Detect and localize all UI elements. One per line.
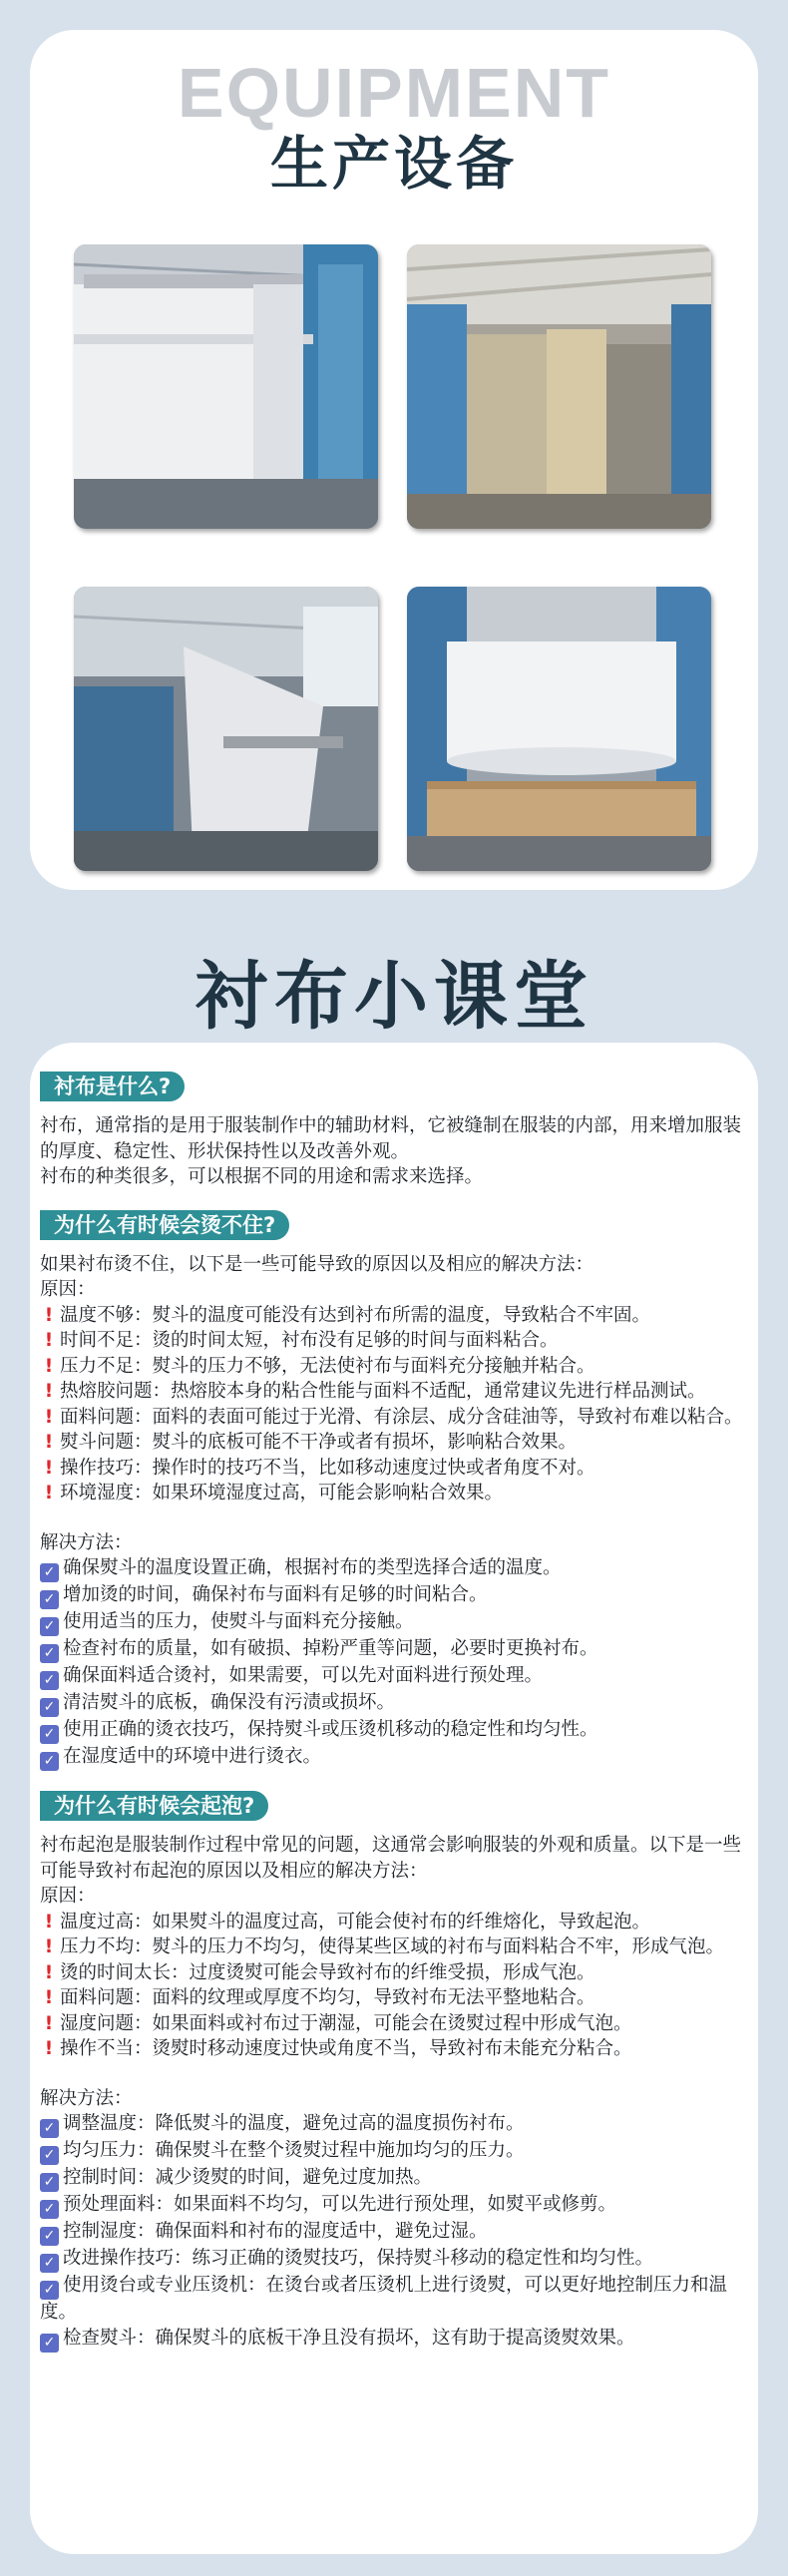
exclamation-icon: !	[44, 2038, 54, 2059]
solutions-label: 解决方法：	[40, 1531, 133, 1553]
cause-item: ! 压力不足：熨斗的压力不够，无法使衬布与面料充分接触并粘合。	[40, 1354, 748, 1380]
cause-item: ! 湿度问题：如果面料或衬布过于潮湿，可能会在烫熨过程中形成气泡。	[40, 2011, 748, 2037]
intro-text: 如果衬布烫不住，以下是一些可能导致的原因以及相应的解决方法：	[40, 1253, 594, 1275]
solution-item: ✓ 确保面料适合烫衬，如果需要，可以先对面料进行预处理。	[40, 1663, 748, 1690]
exclamation-icon: !	[44, 1406, 54, 1428]
checkbox-checked-icon: ✓	[40, 2227, 59, 2246]
exclamation-icon: !	[44, 1911, 54, 1932]
solutions-label: 解决方法：	[40, 2087, 133, 2109]
solution-item: ✓ 控制时间：减少烫熨的时间，避免过度加热。	[40, 2165, 748, 2192]
causes-label: 原因：	[40, 1886, 96, 1907]
section-bubbling	[40, 1791, 748, 2353]
causes-label: 原因：	[40, 1279, 96, 1300]
cause-item: ! 面料问题：面料的表面可能过于光滑、有涂层、成分含硅油等，导致衬布难以粘合。	[40, 1405, 748, 1431]
cause-item: ! 熨斗问题：熨斗的底板可能不干净或者有损坏，影响粘合效果。	[40, 1430, 748, 1456]
section-heading: 为什么有时候会烫不住?	[40, 1210, 289, 1240]
exclamation-icon: !	[44, 1381, 54, 1402]
section-not-sticking	[40, 1210, 748, 1772]
checkbox-checked-icon: ✓	[40, 2334, 59, 2353]
equipment-photo-2	[407, 244, 711, 529]
solution-item: ✓ 使用正确的烫衣技巧，保持熨斗或压烫机移动的稳定性和均匀性。	[40, 1717, 748, 1744]
cause-item: ! 温度过高：如果熨斗的温度过高，可能会使衬布的纤维熔化，导致起泡。	[40, 1910, 748, 1935]
solution-item: ✓ 检查熨斗：确保熨斗的底板干净且没有损坏，这有助于提高烫熨效果。	[40, 2326, 748, 2353]
exclamation-icon: !	[44, 1304, 54, 1326]
section-heading: 衬布是什么?	[40, 1072, 185, 1101]
checkbox-checked-icon: ✓	[40, 2146, 59, 2165]
solution-item: ✓ 检查衬布的质量，如有破损、掉粉严重等问题，必要时更换衬布。	[40, 1636, 748, 1663]
solution-item: ✓ 调整温度：降低熨斗的温度，避免过高的温度损伤衬布。	[40, 2111, 748, 2138]
equipment-photo-4	[407, 587, 711, 871]
cause-item: ! 操作不当：烫熨时移动速度过快或角度不当，导致衬布未能充分粘合。	[40, 2036, 748, 2062]
intro-text: 衬布起泡是服装制作过程中常见的问题，这通常会影响服装的外观和质量。以下是一些可能导致衬布起泡的原因以及相应的解决方法：	[40, 1835, 742, 1882]
solution-item: ✓ 预处理面料：如果面料不均匀，可以先进行预处理，如熨平或修剪。	[40, 2192, 748, 2219]
solution-item: ✓ 控制湿度：确保面料和衬布的湿度适中，避免过湿。	[40, 2219, 748, 2246]
exclamation-icon: !	[44, 1432, 54, 1453]
solution-item: ✓ 均匀压力：确保熨斗在整个烫熨过程中施加均匀的压力。	[40, 2138, 748, 2165]
equipment-photo-3	[74, 587, 378, 871]
cause-item: ! 环境湿度：如果环境湿度过高，可能会影响粘合效果。	[40, 1481, 748, 1506]
checkbox-checked-icon: ✓	[40, 1590, 59, 1609]
equipment-title-en: EQUIPMENT	[177, 54, 611, 132]
solution-item: ✓ 清洁熨斗的底板，确保没有污渍或损坏。	[40, 1690, 748, 1717]
section-heading: 为什么有时候会起泡?	[40, 1791, 268, 1821]
cause-item: ! 操作技巧：操作时的技巧不当，比如移动速度过快或者角度不对。	[40, 1456, 748, 1482]
cause-item: ! 温度不够：熨斗的温度可能没有达到衬布所需的温度，导致粘合不牢固。	[40, 1303, 748, 1329]
exclamation-icon: !	[44, 1987, 54, 2008]
lesson-content	[40, 1072, 748, 2372]
paragraph: 衬布，通常指的是用于服装制作中的辅助材料，它被缝制在服装的内部，用来增加服装的厚度、稳定性、形状保持性以及改善外观。	[40, 1115, 742, 1162]
checkbox-checked-icon: ✓	[40, 1725, 59, 1744]
section-what-is	[40, 1072, 748, 1190]
lesson-title: 衬布小课堂	[195, 954, 593, 1040]
exclamation-icon: !	[44, 1483, 54, 1503]
solution-item: ✓ 改进操作技巧：练习正确的烫熨技巧，保持熨斗移动的稳定性和均匀性。	[40, 2246, 748, 2273]
checkbox-checked-icon: ✓	[40, 1563, 59, 1582]
exclamation-icon: !	[44, 1936, 54, 1957]
checkbox-checked-icon: ✓	[40, 1671, 59, 1690]
cause-item: ! 面料问题：面料的纹理或厚度不均匀，导致衬布无法平整地粘合。	[40, 1985, 748, 2011]
cause-item: ! 热熔胶问题：热熔胶本身的粘合性能与面料不适配，通常建议先进行样品测试。	[40, 1379, 748, 1405]
paragraph: 衬布的种类很多，可以根据不同的用途和需求来选择。	[40, 1166, 484, 1187]
checkbox-checked-icon: ✓	[40, 2173, 59, 2192]
exclamation-icon: !	[44, 1330, 54, 1351]
exclamation-icon: !	[44, 1961, 54, 1983]
equipment-photo-1	[74, 244, 378, 529]
equipment-card	[30, 30, 758, 890]
checkbox-checked-icon: ✓	[40, 2281, 59, 2300]
exclamation-icon: !	[44, 1457, 54, 1479]
checkbox-checked-icon: ✓	[40, 2254, 59, 2273]
solution-item: ✓ 使用烫台或专业压烫机：在烫台或者压烫机上进行烫熨，可以更好地控制压力和温度。	[40, 2275, 728, 2323]
cause-item: ! 时间不足：烫的时间太短，衬布没有足够的时间与面料粘合。	[40, 1328, 748, 1354]
exclamation-icon: !	[44, 1355, 54, 1377]
solution-item: ✓ 增加烫的时间，确保衬布与面料有足够的时间粘合。	[40, 1582, 748, 1609]
cause-item: ! 压力不均：熨斗的压力不均匀，使得某些区域的衬布与面料粘合不牢，形成气泡。	[40, 1934, 748, 1960]
equipment-title-cn: 生产设备	[269, 130, 518, 198]
solution-item: ✓ 在湿度适中的环境中进行烫衣。	[40, 1744, 748, 1771]
checkbox-checked-icon: ✓	[40, 1698, 59, 1717]
checkbox-checked-icon: ✓	[40, 2119, 59, 2138]
cause-item: ! 烫的时间太长：过度烫熨可能会导致衬布的纤维受损，形成气泡。	[40, 1960, 748, 1986]
exclamation-icon: !	[44, 2012, 54, 2034]
checkbox-checked-icon: ✓	[40, 1644, 59, 1663]
checkbox-checked-icon: ✓	[40, 1617, 59, 1636]
solution-item: ✓ 确保熨斗的温度设置正确，根据衬布的类型选择合适的温度。	[40, 1555, 748, 1582]
checkbox-checked-icon: ✓	[40, 2200, 59, 2219]
checkbox-checked-icon: ✓	[40, 1752, 59, 1771]
solution-item: ✓ 使用适当的压力，使熨斗与面料充分接触。	[40, 1609, 748, 1636]
